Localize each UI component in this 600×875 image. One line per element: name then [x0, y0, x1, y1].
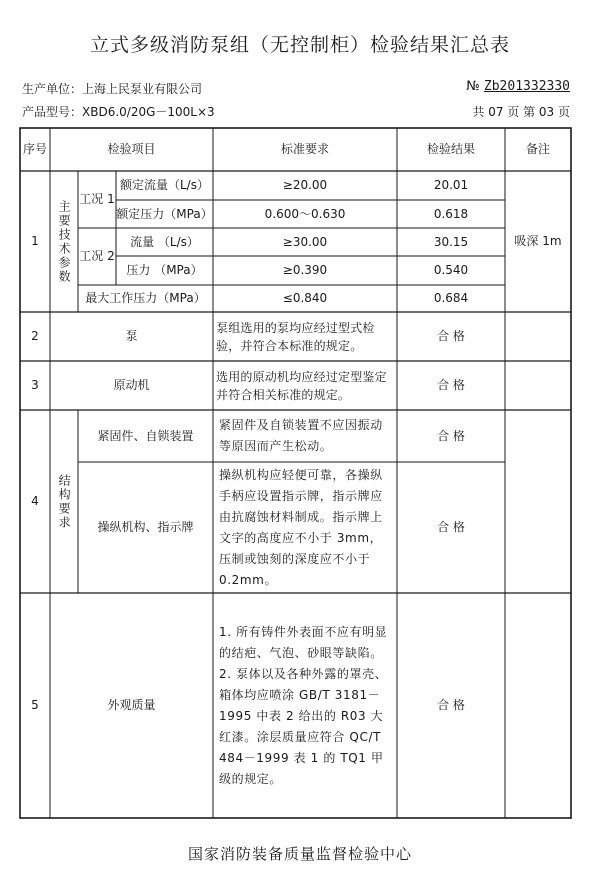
row5-result: 合 格: [437, 698, 465, 713]
row1-item-name: 流量 （L/s）: [130, 234, 199, 249]
row5-standard: [213, 593, 397, 818]
row1-item-standard: ≥0.390: [282, 263, 328, 278]
row1-group-label: 主要技术参数: [57, 199, 72, 284]
report-number-value: Zb201332330: [483, 79, 570, 94]
row1-item-name: 压力 （MPa）: [126, 263, 203, 278]
row3-result: 合 格: [437, 378, 465, 393]
row3-item: 原动机: [113, 378, 150, 393]
row1-case2: 工况 2: [79, 249, 115, 264]
header-result: 检验结果: [426, 142, 475, 157]
row5-standard-point-2: 2. 泵体以及各种外露的罩壳、箱体均应喷涂 GB/T 3181－1995 中表 2 给出的 R03 大红漆。涂层质量应符合 QC/T 484－1999 表 1 的 TQ1 甲级的规定。: [219, 666, 388, 786]
row1-item-result: 0.618: [433, 206, 469, 221]
row4-seq: 4: [31, 494, 39, 509]
row1-case1: 工况 1: [79, 192, 115, 207]
row4-group: [50, 410, 78, 593]
row1-item-standard: ≥20.00: [282, 178, 328, 193]
row1-item-name: 额定压力（MPa）: [116, 206, 213, 221]
row3-seq: 3: [31, 378, 39, 393]
header-seq: 序号: [22, 142, 47, 157]
issuing-organization: 国家消防装备质量监督检验中心: [187, 845, 412, 863]
document-title: 立式多级消防泵组（无控制柜）检验结果汇总表: [89, 34, 510, 56]
row4-sub2-item: 操纵机构、指示牌: [97, 520, 194, 535]
row2-item: 泵: [125, 329, 138, 344]
row1-seq: 1: [31, 234, 39, 249]
row1-item-result: 30.15: [433, 234, 469, 249]
header-item: 检验项目: [107, 142, 156, 157]
row2-standard: 泵组选用的泵均应经过型式检验，并符合本标准的规定。: [216, 320, 375, 353]
row1-item-standard: ≤0.840: [282, 291, 328, 306]
row2-seq: 2: [31, 329, 39, 344]
row1-group: [50, 171, 78, 312]
row1-item-standard: 0.600～0.630: [264, 206, 346, 221]
row4-sub1-standard: 紧固件及自锁装置不应因振动等原因而产生松动。: [219, 418, 383, 453]
row3-standard: 选用的原动机均应经过定型鉴定并符合相关标准的规定。: [216, 369, 387, 402]
row2-result: 合 格: [437, 329, 465, 344]
product-model: 产品型号：XBD6.0/20G－100L×3: [22, 105, 215, 119]
row1-item-name: 额定流量（L/s）: [120, 178, 209, 193]
header-standard: 标准要求: [280, 142, 329, 157]
row1-item-result: 0.684: [433, 291, 469, 306]
row4-sub1-result: 合 格: [437, 428, 465, 443]
row4-sub1-item: 紧固件、自锁装置: [97, 428, 194, 443]
page-info: 共 07 页 第 03 页: [472, 105, 570, 119]
manufacturer: 生产单位：上海上民泵业有限公司: [22, 82, 203, 96]
row1-item-result: 0.540: [433, 263, 469, 278]
row4-group-label: 结构要求: [57, 473, 72, 530]
row4-sub2-standard: 操纵机构应轻便可靠，各操纵手柄应设置指示牌，指示牌应由抗腐蚀材料制成。指示牌上文字的高度应不小于 3mm，压制或蚀刻的深度应不小于 0.2mm。: [219, 467, 383, 587]
row5-item: 外观质量: [107, 698, 156, 713]
row1-item-result: 20.01: [433, 178, 469, 193]
row4-sub2-result: 合 格: [437, 520, 465, 535]
header-remark: 备注: [525, 142, 550, 157]
row1-item-standard: ≥30.00: [282, 234, 328, 249]
row5-seq: 5: [31, 698, 39, 713]
row1-item-name: 最大工作压力（MPa）: [85, 291, 206, 306]
row1-remark: 吸深 1m: [514, 234, 562, 249]
row5-standard-point-1: 1. 所有铸件外表面不应有明显的结疤、气泡、砂眼等缺陷。: [219, 624, 388, 660]
number-symbol: №: [466, 79, 480, 94]
